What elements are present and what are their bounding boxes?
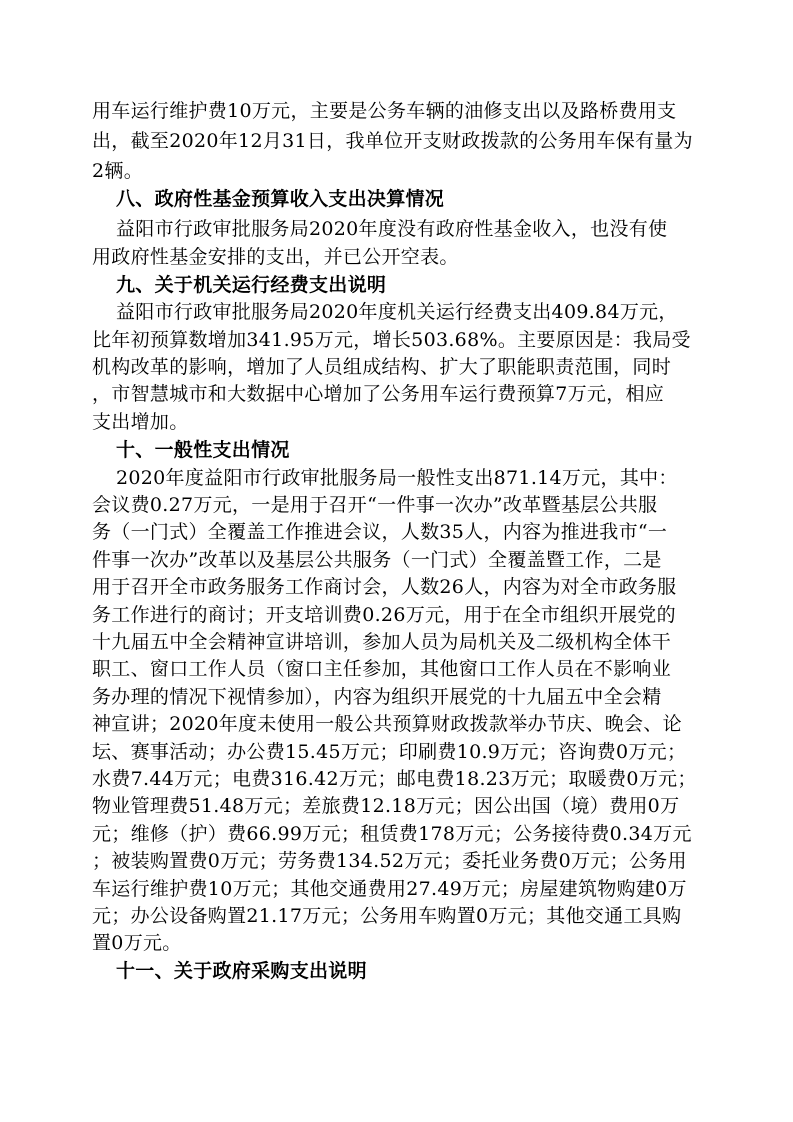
paragraph-line: 神宣讲；2020年度未使用一般公共预算财政拨款举办节庆、晚会、论 bbox=[92, 713, 682, 735]
paragraph-line: 车运行维护费10万元；其他交通费用27.49万元；房屋建筑物购建0万 bbox=[92, 878, 687, 900]
paragraph-line: 益阳市行政审批服务局2020年度没有政府性基金收入，也没有使 bbox=[116, 218, 668, 240]
paragraph-line: 务办理的情况下视情参加），内容为组织开展党的十九届五中全会精 bbox=[92, 686, 662, 708]
paragraph-line: 2辆。 bbox=[92, 160, 143, 182]
paragraph-line: 十九届五中全会精神宣讲培训，参加人员为局机关及二级机构全体干 bbox=[92, 631, 672, 653]
paragraph-line: 机构改革的影响，增加了人员组成结构、扩大了职能职责范围，同时 bbox=[92, 356, 672, 378]
paragraph-line: 元；维修（护）费66.99万元；租赁费178万元；公务接待费0.34万元 bbox=[92, 823, 692, 845]
paragraph-line: 水费7.44万元；电费316.42万元；邮电费18.23万元；取暖费0万元； bbox=[92, 768, 697, 790]
paragraph-line: ；被装购置费0万元；劳务费134.52万元；委托业务费0万元；公务用 bbox=[92, 850, 687, 872]
paragraph-line: 坛、赛事活动；办公费15.45万元；印刷费10.9万元；咨询费0万元； bbox=[92, 741, 687, 763]
paragraph-line: 元；办公设备购置21.17万元；公务用车购置0万元；其他交通工具购 bbox=[92, 905, 682, 927]
paragraph-line: 件事一次办”改革以及基层公共服务（一门式）全覆盖暨工作，二是 bbox=[92, 549, 662, 571]
section-heading-10: 十、一般性支出情况 bbox=[116, 439, 290, 461]
section-heading-11: 十一、关于政府采购支出说明 bbox=[116, 960, 367, 982]
paragraph-line: 2020年度益阳市行政审批服务局一般性支出871.14万元，其中： bbox=[116, 467, 678, 489]
paragraph-line: 务工作进行的商讨；开支培训费0.26万元，用于在全市组织开展党的 bbox=[92, 604, 676, 626]
paragraph-line: 用政府性基金安排的支出，并已公开空表。 bbox=[92, 246, 459, 268]
paragraph-line: 务（一门式）全覆盖工作推进会议，人数35人，内容为推进我市“一 bbox=[92, 521, 668, 543]
paragraph-line: 用于召开全市政务服务工作商讨会，人数26人，内容为对全市政务服 bbox=[92, 576, 677, 598]
paragraph-line: 益阳市行政审批服务局2020年度机关运行经费支出409.84万元， bbox=[116, 301, 678, 323]
paragraph-line: 置0万元。 bbox=[92, 932, 182, 954]
paragraph-line: 职工、窗口工作人员（窗口主任参加，其他窗口工作人员在不影响业 bbox=[92, 658, 672, 680]
paragraph-line: ，市智慧城市和大数据中心增加了公务用车运行费预算7万元，相应 bbox=[92, 383, 665, 405]
paragraph-line: 比年初预算数增加341.95万元，增长503.68%。主要原因是：我局受 bbox=[92, 329, 691, 351]
paragraph-line: 会议费0.27万元，一是用于召开“一件事一次办”改革暨基层公共服 bbox=[92, 494, 658, 516]
paragraph-line: 出，截至2020年12月31日，我单位开支财政拨款的公务用车保有量为 bbox=[92, 130, 693, 152]
paragraph-line: 物业管理费51.48万元；差旅费12.18万元；因公出国（境）费用0万 bbox=[92, 795, 680, 817]
paragraph-line: 用车运行维护费10万元，主要是公务车辆的油修支出以及路桥费用支 bbox=[92, 100, 677, 122]
section-heading-9: 九、关于机关运行经费支出说明 bbox=[116, 274, 387, 296]
paragraph-line: 支出增加。 bbox=[92, 411, 189, 433]
section-heading-8: 八、政府性基金预算收入支出决算情况 bbox=[116, 188, 445, 210]
